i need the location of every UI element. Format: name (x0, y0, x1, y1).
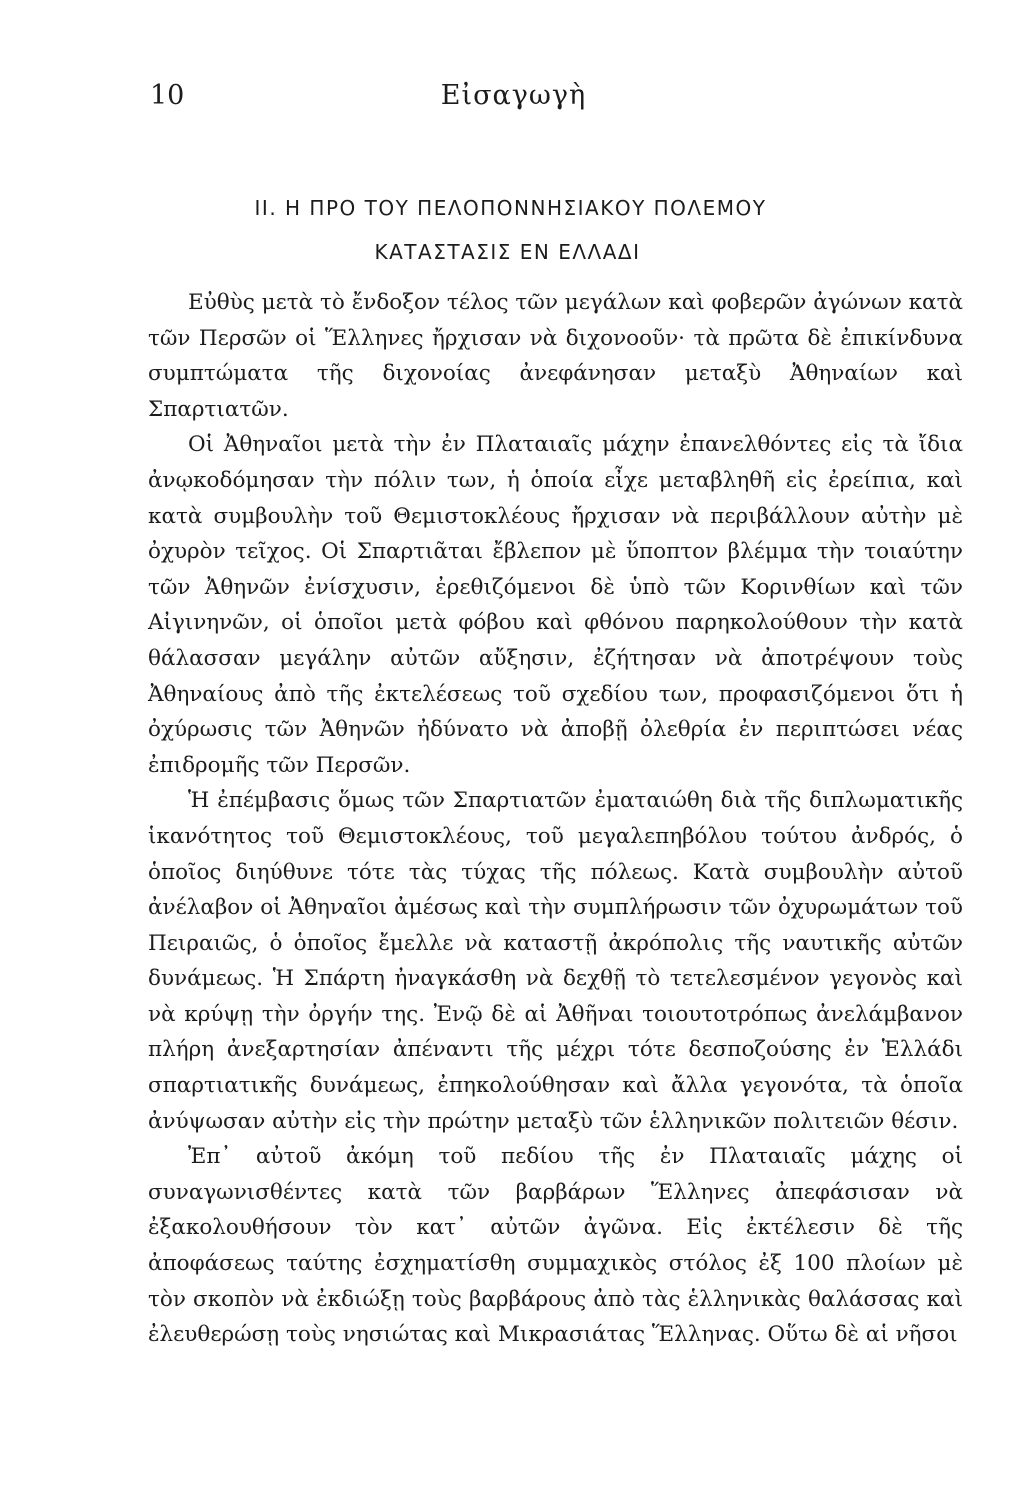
body-text (148, 285, 963, 1353)
section-heading (0, 186, 1027, 274)
paragraph-1: Εὐθὺς μετὰ τὸ ἔνδοξον τέλος τῶν μεγάλων καὶ φοβερῶν ἀγώνων κατὰ τῶν Περσῶν οἱ Ἕλληνες ἤρχισαν νὰ διχονοοῦν· τὰ πρῶτα δὲ ἐπικίνδυνα συμπτώματα τῆς διχονοίας ἀνεφάνησαν μεταξὺ Ἀθηναίων καὶ Σπαρτιατῶν. (148, 290, 963, 422)
section-heading-line-1: ΙΙ. Η ΠΡΟ ΤΟΥ ΠΕΛΟΠΟΝΝΗΣΙΑΚΟΥ ΠΟΛΕΜΟΥ (254, 196, 767, 220)
paragraph-3: Ἡ ἐπέμβασις ὅμως τῶν Σπαρτιατῶν ἐματαιώθη διὰ τῆς διπλωματικῆς ἱκανότητος τοῦ Θεμιστοκλέους, τοῦ μεγαλεπηβόλου τούτου ἀνδρός, ὁ ὁποῖος διηύθυνε τότε τὰς τύχας τῆς πόλεως. Κατὰ συμβουλὴν αὐτοῦ ἀνέλαβον οἱ Ἀθηναῖοι ἀμέσως καὶ τὴν συμπλήρωσιν τῶν ὀχυρωμάτων τοῦ Πειραιῶς, ὁ ὁποῖος ἔμελλε νὰ καταστῇ ἀκρόπολις τῆς ναυτικῆς αὐτῶν δυνάμεως. Ἡ Σπάρτη ἠναγκάσθη νὰ δεχθῇ τὸ τετελεσμένον γεγονὸς καὶ νὰ κρύψῃ τὴν ὀργήν της. Ἐνῷ δὲ αἱ Ἀθῆναι τοιουτοτρόπως ἀνελάμβανον πλήρη ἀνεξαρτησίαν ἀπέναντι τῆς μέχρι τότε δεσποζούσης ἐν Ἑλλάδι σπαρτιατικῆς δυνάμεως, ἐπηκολούθησαν καὶ ἄλλα γεγονότα, τὰ ὁποῖα ἀνύψωσαν αὐτὴν εἰς τὴν πρώτην μεταξὺ τῶν ἑλληνικῶν πολιτειῶν θέσιν. (148, 788, 963, 1134)
page-number: 10 (150, 80, 185, 111)
section-heading-line-2: ΚΑΤΑΣΤΑΣΙΣ ΕΝ ΕΛΛΑΔΙ (374, 240, 641, 264)
paragraph-2: Οἱ Ἀθηναῖοι μετὰ τὴν ἐν Πλαταιαῖς μάχην ἐπανελθόντες εἰς τὰ ἴδια ἀνῳκοδόμησαν τὴν πόλιν των, ἡ ὁποία εἶχε μεταβληθῆ εἰς ἐρείπια, καὶ κατὰ συμβουλὴν τοῦ Θεμιστοκλέους ἤρχισαν νὰ περιβάλλουν αὐτὴν μὲ ὀχυρὸν τεῖχος. Οἱ Σπαρτιᾶται ἔβλεπον μὲ ὕποπτον βλέμμα τὴν τοιαύτην τῶν Ἀθηνῶν ἐνίσχυσιν, ἐρεθιζόμενοι δὲ ὑπὸ τῶν Κορινθίων καὶ τῶν Αἰγινηνῶν, οἱ ὁποῖοι μετὰ φόβου καὶ φθόνου παρηκολούθουν τὴν κατὰ θάλασσαν μεγάλην αὐτῶν αὔξησιν, ἐζήτησαν νὰ ἀποτρέψουν τοὺς Ἀθηναίους ἀπὸ τῆς ἐκτελέσεως τοῦ σχεδίου των, προφασιζόμενοι ὅτι ἡ ὀχύρωσις τῶν Ἀθηνῶν ἠδύνατο νὰ ἀποβῇ ὀλεθρία ἐν περιπτώσει νέας ἐπιδρομῆς τῶν Περσῶν. (148, 432, 963, 778)
running-head: Εἰσαγωγὴ (440, 80, 587, 111)
paragraph-4: Ἐπ᾿ αὐτοῦ ἀκόμη τοῦ πεδίου τῆς ἐν Πλαταιαῖς μάχης οἱ συναγωνισθέντες κατὰ τῶν βαρβάρων Ἕλληνες ἀπεφάσισαν νὰ ἐξακολουθήσουν τὸν κατ᾿ αὐτῶν ἀγῶνα. Εἰς ἐκτέλεσιν δὲ τῆς ἀποφάσεως ταύτης ἐσχηματίσθη συμμαχικὸς στόλος ἐξ 100 πλοίων μὲ τὸν σκοπὸν νὰ ἐκδιώξῃ τοὺς βαρβάρους ἀπὸ τὰς ἑλληνικὰς θαλάσσας καὶ ἐλευθερώσῃ τοὺς νησιώτας καὶ Μικρασιάτας Ἕλληνας. Οὕτω δὲ αἱ νῆσοι (148, 1144, 963, 1348)
